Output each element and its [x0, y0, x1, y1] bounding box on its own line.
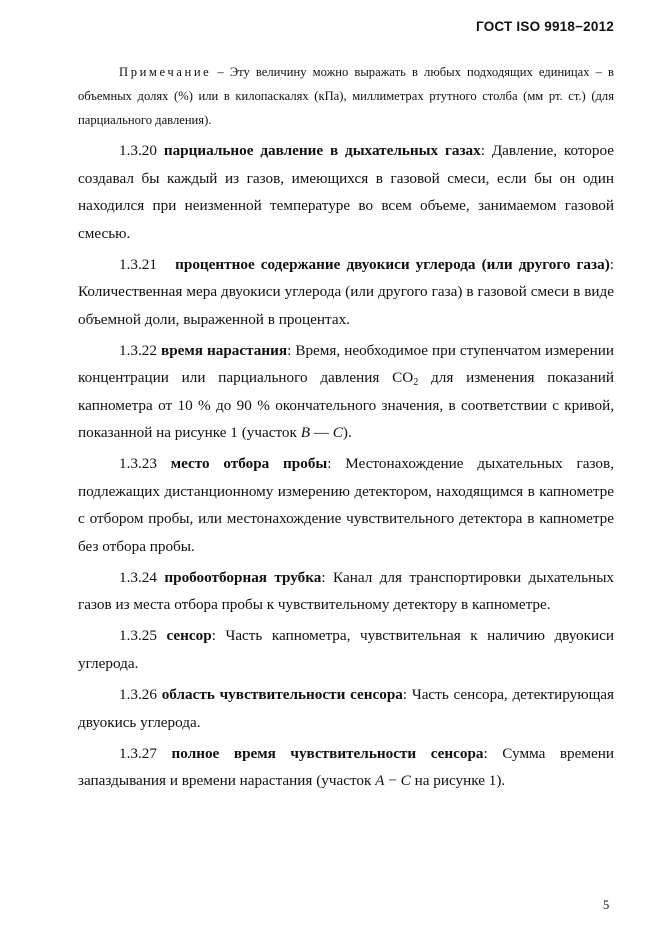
term-number: 1.3.27 — [119, 744, 157, 762]
note-paragraph — [78, 60, 614, 132]
note-label: Примечание — [119, 65, 212, 79]
term-definition-part-b: для изменения показаний капнометра от 10 % до 90 % окончательного значения, в соответствии с кривой, показанной на рисунке 1 (участок — [78, 369, 615, 442]
term-1-3-24 — [78, 564, 614, 619]
page-number: 5 — [603, 898, 610, 912]
term-definition: : Часть капнометра, чувствительная к наличию двуокиси углерода. — [78, 627, 615, 672]
term-definition-part-a: : Сумма времени запаздывания и времени нарастания (участок — [78, 744, 614, 790]
term-definition-part-c: ). — [342, 424, 352, 442]
term-1-3-26 — [78, 681, 614, 736]
segment-end-variable: С — [400, 772, 411, 790]
term-definition-part-a: : Время, необходимое при ступенчатом измерении концентрации или парциального давления CO — [78, 341, 615, 387]
term-1-3-25 — [78, 622, 614, 677]
term-number: 1.3.24 — [119, 568, 157, 586]
term-definition-part-b: на рисунке 1). — [410, 772, 506, 790]
term-title: пробоотборная трубка — [164, 568, 322, 586]
term-definition: : Часть сенсора, детектирующая двуокись углерода. — [78, 686, 615, 731]
term-number: 1.3.21 — [119, 255, 157, 273]
term-definition: : Местонахождение дыхательных газов, подлежащих дистанционному измерению детектором, находящимся в капнометре с отбором пробы, или местонахождение чувствительного детектора в капнометре без отбора пробы. — [78, 455, 614, 555]
term-title: область чувствительности сенсора — [161, 686, 403, 704]
term-1-3-23 — [78, 450, 614, 560]
document-body — [78, 60, 614, 798]
term-1-3-22 — [78, 337, 614, 447]
term-definition: : Канал для транспортировки дыхательных газов из места отбора пробы к чувствительному детектору в капнометре. — [78, 568, 615, 614]
term-number: 1.3.22 — [119, 341, 157, 359]
term-title: время нарастания — [161, 341, 288, 359]
term-title: парциальное давление в дыхательных газах — [163, 142, 481, 159]
segment-dash: − — [384, 772, 401, 790]
term-number: 1.3.23 — [119, 455, 157, 473]
term-1-3-27 — [78, 740, 614, 795]
term-number: 1.3.26 — [119, 686, 157, 704]
note-text: – Эту величину можно выражать в любых подходящих единицах – в объемных долях (%) или в килопаскалях (кПа), миллиметрах ртутного столба (мм рт. ст.) (для парциального давления). — [78, 65, 614, 127]
term-1-3-20 — [78, 137, 614, 247]
segment-dash: — — [309, 424, 333, 442]
term-number: 1.3.25 — [119, 627, 157, 645]
term-definition: : Давление, которое создавал бы каждый из газов, имеющихся в газовой смеси, если бы он один находился при неизменной температуре во всем объеме, занимаемом газовой смесью. — [78, 142, 614, 242]
term-number: 1.3.20 — [119, 142, 157, 159]
term-1-3-21 — [78, 251, 614, 334]
segment-end-variable: С — [332, 424, 343, 442]
term-definition: : Количественная мера двуокиси углерода (или другого газа) в газовой смеси в виде объемной доли, выраженной в процентах. — [78, 255, 614, 328]
term-title: место отбора пробы — [170, 455, 328, 473]
standard-code-header: ГОСТ ISO 9918−2012 — [476, 19, 614, 34]
term-title: процентное содержание двуокиси углерода (или другого газа) — [175, 255, 610, 273]
segment-start-variable: А — [375, 772, 385, 790]
co2-subscript: 2 — [413, 377, 419, 389]
term-title: полное время чувствительности сенсора — [171, 744, 484, 762]
term-title: сенсор — [166, 627, 212, 645]
segment-start-variable: В — [300, 424, 310, 442]
